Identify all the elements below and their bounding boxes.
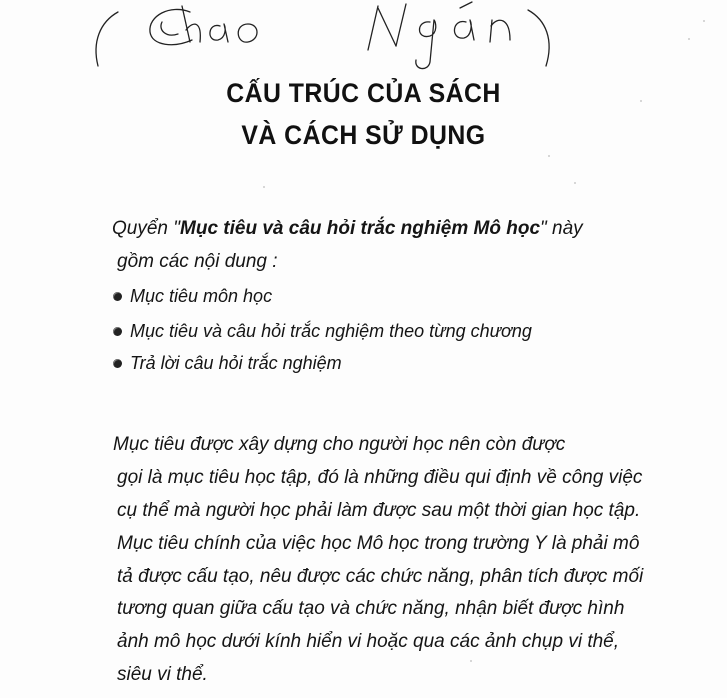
paragraph-line: Mục tiêu chính của việc học Mô học trong trường Y là phải mô xyxy=(117,533,640,554)
paragraph-line: cụ thể mà người học phải làm được sau một thời gian học tập. xyxy=(117,500,641,521)
intro-prefix: Quyển " xyxy=(112,218,181,239)
bullet-dot-icon xyxy=(113,359,122,368)
book-title: Mục tiêu và câu hỏi trắc nghiệm Mô học xyxy=(180,218,541,239)
intro-line-1 xyxy=(112,218,583,240)
scan-speck xyxy=(703,20,705,22)
paragraph-line: gọi là mục tiêu học tập, đó là những điều qui định về công việc xyxy=(117,467,643,488)
bullet-dot-icon xyxy=(113,327,122,336)
paragraph-line: tương quan giữa cấu tạo và chức năng, nhận biết được hình xyxy=(117,598,625,619)
page-title-line-1: CẤU TRÚC CỦA SÁCH xyxy=(226,78,501,108)
paragraph-line: siêu vi thể. xyxy=(117,664,208,685)
paragraph-line: ảnh mô học dưới kính hiển vi hoặc qua các ảnh chụp vi thể, xyxy=(117,631,620,652)
bullet-dot-icon xyxy=(113,292,122,301)
page-title-line-2: VÀ CÁCH SỬ DỤNG xyxy=(241,120,486,150)
bullet-label: Mục tiêu và câu hỏi trắc nghiệm theo từng chương xyxy=(130,321,532,341)
paragraph-line: Mục tiêu được xây dựng cho người học nên còn được xyxy=(113,434,566,455)
scan-speck xyxy=(470,660,472,662)
scan-speck xyxy=(548,155,550,157)
bullet-label: Mục tiêu môn học xyxy=(130,286,273,306)
intro-line-2: gồm các nội dung : xyxy=(117,251,278,272)
bullet-item xyxy=(113,353,342,374)
bullet-label: Trả lời câu hỏi trắc nghiệm xyxy=(130,353,342,373)
paragraph-line: tả được cấu tạo, nêu được các chức năng, phân tích được mối xyxy=(117,566,644,587)
bullet-item xyxy=(113,321,532,342)
bullet-item xyxy=(113,286,272,307)
scan-speck xyxy=(574,182,576,184)
handwritten-annotation xyxy=(78,0,598,80)
intro-suffix: " này xyxy=(540,218,583,239)
scan-speck xyxy=(688,38,690,40)
scan-speck xyxy=(263,186,265,188)
